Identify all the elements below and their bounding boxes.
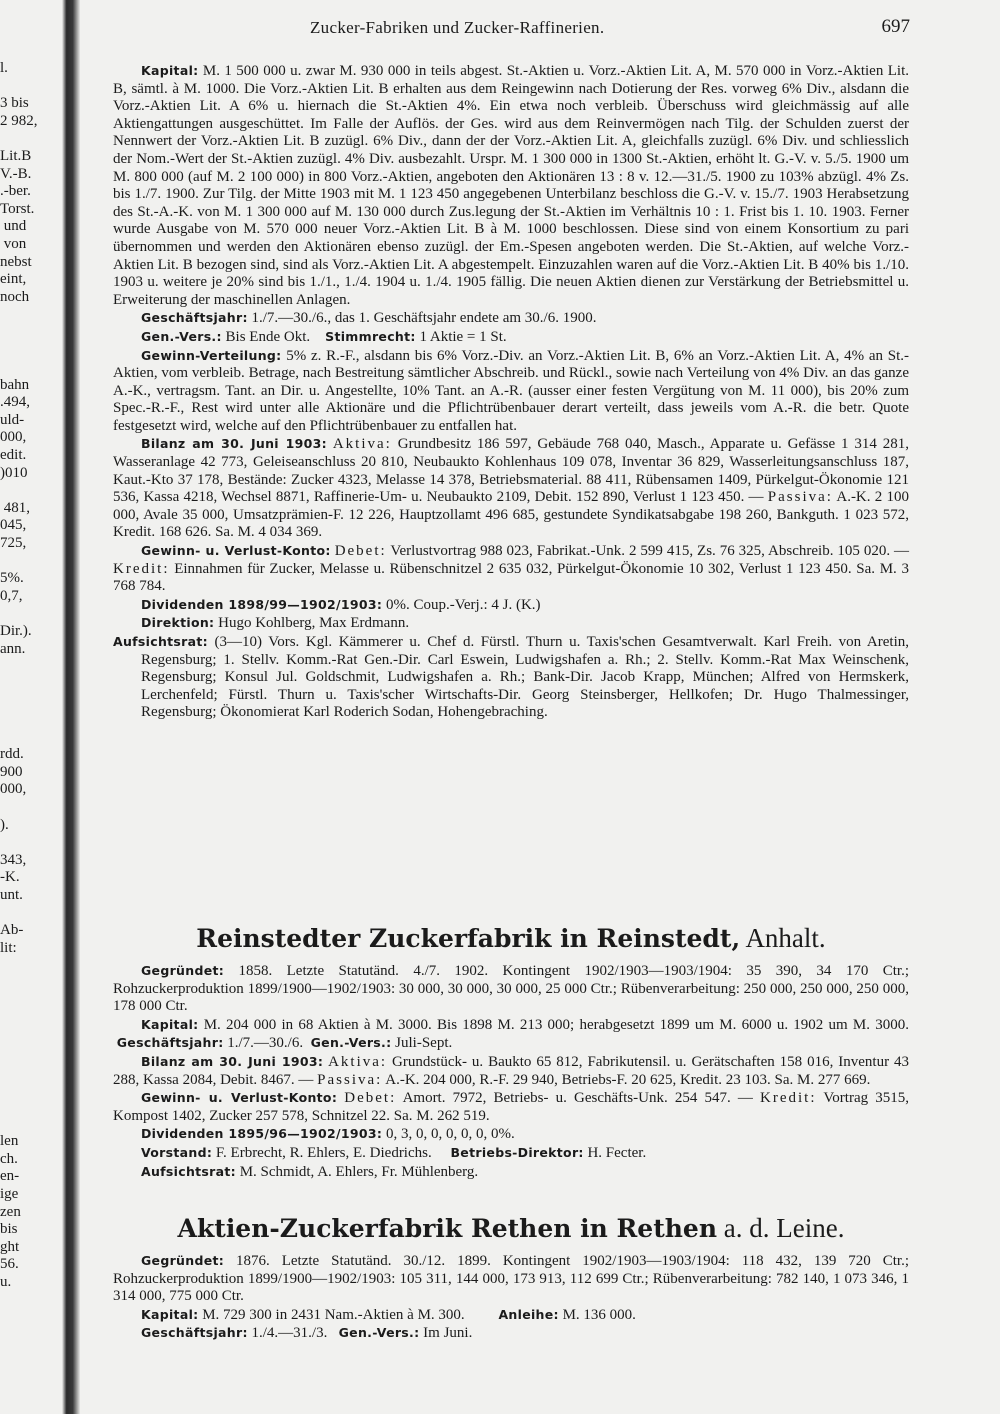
genvers-label: Gen.-Vers.: xyxy=(338,1325,420,1341)
aufsichtsrat-label: Aufsichtsrat: xyxy=(141,1163,236,1179)
dividenden-label: Dividenden 1898/99—1902/1903: xyxy=(141,596,383,612)
gegruendet-paragraph xyxy=(113,962,909,1016)
guv-kredit-label: Kredit: xyxy=(113,560,170,577)
dividenden-label: Dividenden 1895/96—1902/1903: xyxy=(141,1126,383,1142)
vorstand-text: F. Erbrecht, R. Ehlers, E. Diedrichs. xyxy=(215,1144,432,1161)
gegruendet-paragraph xyxy=(113,1252,909,1306)
aufsichtsrat-text: M. Schmidt, A. Ehlers, Fr. Mühlenberg. xyxy=(239,1163,479,1180)
guv-kredit-label: Kredit: xyxy=(760,1090,817,1107)
kapital-label: Kapital: xyxy=(141,1016,199,1032)
aufsichtsrat-label: Aufsichtsrat: xyxy=(113,634,208,649)
company-title-main: Aktien-Zuckerfabrik Rethen in Rethen xyxy=(177,1214,717,1243)
stimmrecht-text: 1 Aktie = 1 St. xyxy=(419,328,507,345)
kapital-text: M. 729 300 in 2431 Nam.-Aktien à M. 300. xyxy=(202,1306,465,1323)
genvers-paragraph xyxy=(113,328,909,347)
direktion-text: Hugo Kohlberg, Max Erdmann. xyxy=(218,615,410,632)
page-header xyxy=(310,16,910,42)
bilanz-aktiva-text: Grundbesitz 186 597, Gebäude 768 040, Masch., Apparate u. Gefässe 1 314 281, Wasseranlage 42 773, Geleiseanschluss 20 810, Neubaukto Kohlenhaus 109 078, Inventar 36 829, Wasserleitungsanschluss 187, Kaut.-Kto 37 178, Bestände: Zucker 4323, Melasse 14 378, Betriebsmaterial. 88 411, Rübensamen 1409, Pürkelgut-Ökonomie 121 536, Kassa 4218, Wechsel 8871, Raffinerie-Um- u. Neubaukto 2109, Debit. 152 890, Verlust 1 123 450. — xyxy=(113,436,910,506)
anleihe-label: Anleihe: xyxy=(498,1306,559,1322)
genvers-text: Im Juni. xyxy=(423,1325,473,1342)
geschaeftsjahr-text: 1./7.—30./6. xyxy=(227,1035,304,1052)
guv-debet-label: Debet: xyxy=(344,1090,397,1107)
stimmrecht-label: Stimmrecht: xyxy=(325,328,416,344)
guv-label: Gewinn- u. Verlust-Konto: xyxy=(141,543,331,559)
bilanz-label: Bilanz am 30. Juni 1903: xyxy=(141,1053,324,1069)
gewinnverteilung-label: Gewinn-Verteilung: xyxy=(141,347,282,363)
guv-debet-text: Amort. 7972, Betriebs- u. Geschäfts-Unk. 254 547. — xyxy=(402,1090,753,1107)
stray-margin-text: l. 3 bis 2 982, Lit.B V.-B. .-ber. Torst. und von nebst eint, noch bahn .494, uld- 000, edit. )010 481, 045, 725, 5%. 0,7, Dir.). ann. rdd. 900 000, ). 343, -K. unt. Ab- lit: len ch. en- ige zen bis ght 56. u. xyxy=(0,60,38,1290)
guv-kredit-text: Einnahmen für Zucker, Melasse u. Rübenschnitzel 2 635 032, Pürkelgut-Ökonomie 10 302, Verlust 1 123 450. Sa. M. 3 768 784. xyxy=(113,560,909,595)
kapital-paragraph xyxy=(113,62,909,309)
bilanz-aktiva-text: Grundstück- u. Baukto 65 812, Fabrikutensil. u. Gerätschaften 158 016, Inventur 43 288, Kassa 2084, Debit. 8467. — xyxy=(113,1053,910,1088)
company-title-reinstedt xyxy=(113,922,909,955)
bilanz-passiva-text: A.-K. 204 000, R.-F. 29 940, Betriebs-F. 20 625, Kredit. 23 103. Sa. M. 277 669. xyxy=(385,1071,871,1088)
bilanz-aktiva-label: Aktiva: xyxy=(332,436,392,453)
aufsichtsrat-paragraph xyxy=(113,1163,909,1182)
guv-debet-label: Debet: xyxy=(334,543,387,560)
dividenden-paragraph xyxy=(113,596,909,615)
section-2-entry xyxy=(113,962,909,1181)
guv-paragraph xyxy=(113,1089,909,1125)
aufsichtsrat-text: (3—10) Vors. Kgl. Kämmerer u. Chef d. Fürstl. Thurn u. Taxis'schen Gesamtverwalt. Karl Freih. von Aretin, Regensburg; 1. Stellv. Komm.-Rat Gen.-Dir. Carl Eswein, Ludwigshafen a. Rh.; 2. Stellv. Komm.-Rat Max Weinschenk, Regensburg; Konsul Jul. Goldschmit, Ludwigshafen a. Rh.; Bank-Dir. Jacob Krapp, München; Alfred von Hermskerk, Lerchenfeld; Fürstl. Thurn u. Taxis'scher Wirtschafts-Dir. Georg Steinsberger, Hellkofen; Dr. Hugo Thalmessinger, Regensburg; Ökonomierat Karl Roderich Sodan, Hohengebraching. xyxy=(141,634,909,721)
geschaeftsjahr-text: 1./7.—30./6., das 1. Geschäftsjahr endete am 30./6. 1900. xyxy=(251,310,597,327)
gewinnverteilung-paragraph xyxy=(113,347,909,436)
section-3-entry xyxy=(113,1252,909,1343)
betriebsdirektor-text: H. Fecter. xyxy=(587,1144,647,1161)
guv-kredit-text: Vortrag 3515, Kompost 1402, Zucker 257 578, Schnitzel 22. Sa. M. 262 519. xyxy=(113,1090,910,1124)
geschaeftsjahr-paragraph xyxy=(113,309,909,328)
binding-gutter xyxy=(62,0,80,1414)
geschaeftsjahr-text: 1./4.—31./3. xyxy=(251,1325,328,1342)
page-number: 697 xyxy=(881,16,910,37)
gegruendet-text: 1858. Letzte Statutänd. 4./7. 1902. Kontingent 1902/1903—1903/1904: 35 390, 34 170 Ctr.; Rohzuckerproduktion 1899/1900—1902/1903: 30 000, 30 000, 30 000, 25 000 Ctr.; Rübenverarbeitung: 250 000, 250 000, 250 000, 178 000 Ctr. xyxy=(113,963,909,1015)
bilanz-paragraph xyxy=(113,1053,909,1089)
running-title: Zucker-Fabriken und Zucker-Raffinerien. xyxy=(310,18,605,37)
geschaeftsjahr-label: Geschäftsjahr: xyxy=(141,310,248,326)
bilanz-paragraph xyxy=(113,435,909,542)
dividenden-paragraph xyxy=(113,1125,909,1144)
genvers-label: Gen.-Vers.: xyxy=(141,328,222,344)
gegruendet-text: 1876. Letzte Statutänd. 30./12. 1899. Kontingent 1902/1903—1903/1904: 118 432, 139 720 Ctr.; Rohzuckerproduktion 1899/1900—1902/1903: 105 311, 144 000, 173 913, 112 699 Ctr.; Rübenverarbeitung: 782 140, 1 073 346, 1 314 000, 775 000 Ctr. xyxy=(113,1253,909,1305)
betriebsdirektor-label: Betriebs-Direktor: xyxy=(450,1144,584,1160)
guv-debet-text: Verlustvortrag 988 023, Fabrikat.-Unk. 2 599 415, Zs. 76 325, Abschreib. 105 020. — xyxy=(390,543,910,560)
section-1-entry xyxy=(113,62,909,722)
anleihe-text: M. 136 000. xyxy=(562,1306,636,1323)
vorstand-label: Vorstand: xyxy=(141,1144,213,1160)
dividenden-text: 0%. Coup.-Verj.: 4 J. (K.) xyxy=(385,596,541,613)
genvers-label: Gen.-Vers.: xyxy=(310,1035,392,1051)
geschaeftsjahr-paragraph xyxy=(113,1324,909,1343)
guv-label: Gewinn- u. Verlust-Konto: xyxy=(141,1090,338,1106)
gegruendet-label: Gegründet: xyxy=(141,963,225,978)
genvers-text: Juli-Sept. xyxy=(395,1035,453,1052)
genvers-text: Bis Ende Okt. xyxy=(225,328,311,345)
geschaeftsjahr-label: Geschäftsjahr: xyxy=(141,1325,248,1341)
gegruendet-label: Gegründet: xyxy=(141,1253,225,1268)
bilanz-passiva-label: Passiva: xyxy=(767,489,833,506)
company-title-main: Reinstedter Zuckerfabrik in Reinstedt, xyxy=(196,924,741,953)
bilanz-label: Bilanz am 30. Juni 1903: xyxy=(141,436,327,452)
bilanz-passiva-label: Passiva: xyxy=(317,1071,383,1088)
bilanz-aktiva-label: Aktiva: xyxy=(328,1053,388,1070)
aufsichtsrat-paragraph xyxy=(113,633,909,722)
kapital-label: Kapital: xyxy=(141,1306,199,1322)
kapital-text: M. 1 500 000 u. zwar M. 930 000 in teils abgest. St.-Aktien u. Vorz.-Aktien Lit. A, M. 570 000 in Vorz.-Aktien Lit. B, sämtl. à M. 1000. Die Vorz.-Aktien Lit. B erhalten aus dem Reingewinn nach Dotierung der Res. vorweg 6% Div., alsdann die Vorz.-Aktien Lit. A 6% u. hiernach die St.-Aktien 4%. Ein etwa noch verbleib. Überschuss wird gleichmässig auf alle Aktiengattungen ausgeschüttet. Im Falle der Auflös. der Ges. wird aus dem Reinvermögen nach Tilg. der Schulden zuerst der Nennwert der Vorz.-Aktien Lit. B zuzügl. 6% Div., dann der der Vorz.-Aktien Lit. A, gleichfalls zuzügl. 6% Div. und schliesslich der Nom.-Wert der St.-Aktien zuzügl. 4% Div. ausbezahlt. Urspr. M. 1 300 000 in 1300 St.-Aktien, erhöht lt. G.-V. v. 5./5. 1900 um M. 800 000 (auf M. 2 100 000) in 800 Vorz.-Aktien, angeboten den Aktionären 13 : 8 v. 12.—31./5. 1900 zu 103% abzügl. 4% Zs. bis 1./7. 1900. Zur Tilg. der Mitte 1903 mit M. 1 123 450 angegebenen Unterbilanz beschloss die G.-V. v. 15./7. 1903 Herabsetzung des St.-A.-K. von M. 1 300 000 auf M. 130 000 durch Zus.legung der St.-Aktien im Verhältnis 10 : 1. Frist bis 1. 10. 1903. Ferner wurde Ausgabe von M. 570 000 neuer Vorz.-Aktien Lit. B à M. 1000 beschlossen. Diese sind von einem Konsortium zu pari übernommen und werden den Aktionären ebenso zuzügl. der Em.-Spesen angeboten werden. Die St.-Aktien, auf welche Vorz.-Aktien Lit. B bezogen sind, sind als Vorz.-Aktien Lit. A abgestempelt. Einzuzahlen waren auf die Vorz.-Aktien Lit. B 40% bis 1./10. 1903 u. weitere je 20% sind bis 1./1., 1./4. 1904 u. 1./4. 1905 fällig. Die neuen Aktien dienen zur Verstärkung der Betriebsmittel u. Erweiterung der maschinellen Anlagen. xyxy=(113,63,909,308)
kapital-label: Kapital: xyxy=(141,63,199,78)
bilanz-passiva-text: A.-K. 2 100 000, Avale 35 000, Umsatzprämien-F. 12 226, Hauptzollamt 496 685, gestundete Syndikatsabgabe 198 260, Bankguth. 1 023 572, Kredit. 168 626. Sa. M. 4 034 369. xyxy=(113,489,909,541)
kapital-paragraph xyxy=(113,1016,909,1053)
direktion-paragraph xyxy=(113,614,909,633)
kapital-text: M. 204 000 in 68 Aktien à M. 3000. Bis 1898 M. 213 000; herabgesetzt 1899 um M. 6000 u. 1902 um M. 3000. xyxy=(203,1016,909,1033)
company-title-location: Anhalt. xyxy=(745,923,826,953)
vorstand-paragraph xyxy=(113,1144,909,1163)
gewinnverteilung-text: 5% z. R.-F., alsdann bis 6% Vorz.-Div. an Vorz.-Aktien Lit. B, 6% an Vorz.-Aktien Lit. A, 4% an St.-Aktien, vom verbleib. Betrage, nach Bestreitung sämtlicher Abschreib. und Rückl., sowie nach Verteilung von 4% Div. an das ganze A.-K., vertragsm. Tant. an Dir. u. Angestellte, 10% Tant. an A.-R. (ausser einer festen Vergütung von M. 11 000), bis 20% zum Spec.-R.-F., Rest wird unter alle Aktionäre und die Pflichtrübenbauer derart verteilt, dass jeweils vom A.-R. die betr. Quote festgesetzt wird, welche auf den Pflichtrübenbauer zu entfallen hat. xyxy=(113,347,909,434)
company-title-rethen xyxy=(113,1212,909,1245)
geschaeftsjahr-label: Geschäftsjahr: xyxy=(116,1035,224,1051)
kapital-paragraph xyxy=(113,1306,909,1325)
guv-paragraph xyxy=(113,542,909,596)
direktion-label: Direktion: xyxy=(141,615,215,631)
company-title-location: a. d. Leine. xyxy=(723,1213,845,1243)
dividenden-text: 0, 3, 0, 0, 0, 0, 0, 0%. xyxy=(385,1126,515,1143)
